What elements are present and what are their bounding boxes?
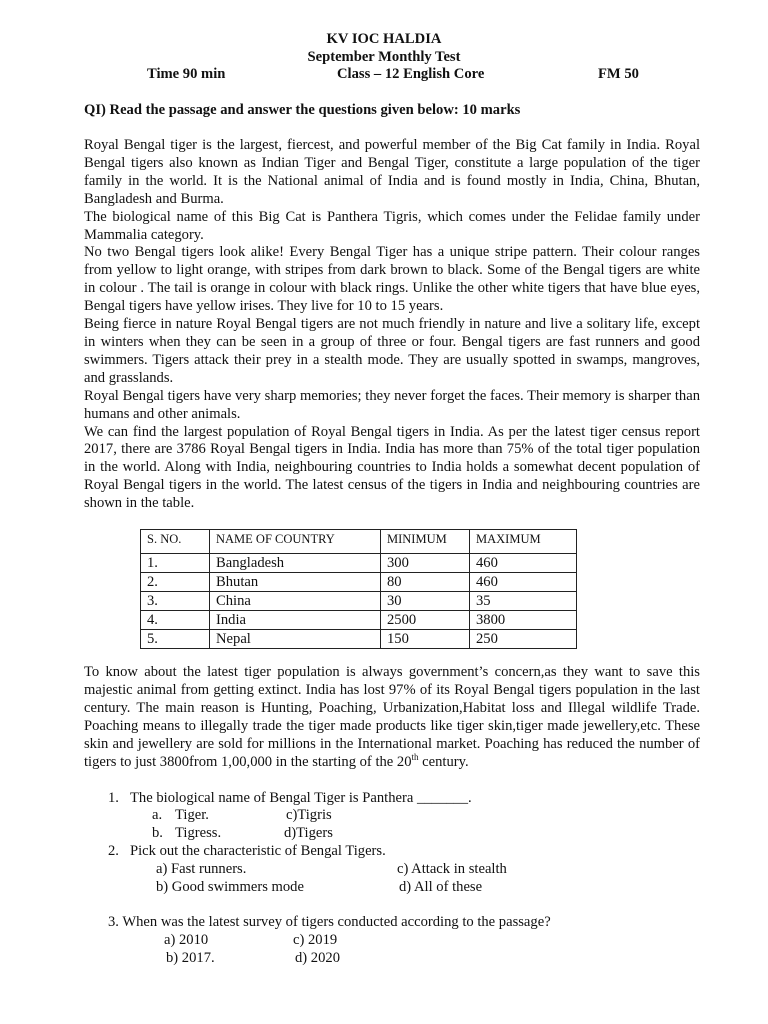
table-row [141,554,577,573]
table-cell: 3800 [470,611,577,630]
tiger-census-table [140,529,577,649]
time-label: Time 90 min [147,66,226,82]
table-cell: China [210,592,381,611]
question-2-option-d: d) All of these [399,879,483,895]
question-1-option-a: Tiger. [175,807,209,823]
table-cell: 460 [470,573,577,592]
passage-paragraph: The biological name of this Big Cat is Panthera Tigris, which comes under the Felidae family under Mammalia category. [84,208,700,243]
table-cell: 2500 [381,611,470,630]
passage-conservation-text [84,664,700,771]
table-cell: 30 [381,592,470,611]
question-1-option-b: Tigress. [175,825,222,841]
question-2-number: 2. [108,843,119,859]
question-3-option-d: d) 2020 [295,950,340,966]
question-3-option-a: a) 2010 [164,932,209,948]
question-heading: QI) Read the passage and answer the questions given below: 10 marks [84,102,521,118]
question-1-number: 1. [108,790,119,806]
passage [84,137,700,513]
table-cell: Bangladesh [210,554,381,573]
passage-paragraph: Royal Bengal tigers have very sharp memories; they never forget the faces. Their memory is sharper than humans and other animals. [84,387,700,422]
question-3-option-c: c) 2019 [293,932,338,948]
question-2-text: Pick out the characteristic of Bengal Tigers. [130,843,386,859]
table-header: S. NO. [141,530,210,554]
table-cell: 4. [141,611,210,630]
table-cell: Bhutan [210,573,381,592]
table-header: NAME OF COUNTRY [210,530,381,554]
table-cell: 35 [470,592,577,611]
class-label: Class – 12 English Core [337,66,485,82]
superscript-th: th [411,751,419,762]
table-cell: 2. [141,573,210,592]
table-cell: 150 [381,630,470,649]
question-1-option-b-letter: b. [152,825,163,841]
table-cell: 5. [141,630,210,649]
passage-paragraph: Royal Bengal tiger is the largest, fiercest, and powerful member of the Big Cat family in India. Royal Bengal tigers also known as Indian Tiger and Bengal Tiger, constitute a large population of the tiger family in the world. It is the National animal of India and is found mostly in India, China, Bhutan, Bangladesh and Burma. [84,137,700,207]
question-1-option-a-letter: a. [152,807,163,823]
table-cell: 300 [381,554,470,573]
question-1-option-d: d)Tigers [284,825,333,841]
question-1-option-c: c)Tigris [286,807,332,823]
question-2-option-a: a) Fast runners. [156,861,247,877]
table-cell: 460 [470,554,577,573]
question-2-option-b: b) Good swimmers mode [156,879,304,895]
marks-label: FM 50 [598,66,639,82]
passage-paragraph: We can find the largest population of Royal Bengal tigers in India. As per the latest tiger census report 2017, there are 3786 Royal Bengal tigers in India. India has more than 75% of the total tiger population in the world. Along with India, neighbouring countries to India holds a somewhat decent population of Royal Bengal tigers in the world. The latest census of the tigers in India and neighbouring countries are shown in the table. [84,423,700,512]
table-header-row [141,530,577,554]
passage-conservation-end: century. [418,753,469,770]
table-cell: 250 [470,630,577,649]
table-row [141,592,577,611]
table-cell: India [210,611,381,630]
table-cell: 80 [381,573,470,592]
question-3-option-b: b) 2017. [166,950,215,966]
table-row [141,573,577,592]
passage-conservation-body: To know about the latest tiger population is always government’s concern,as they want to save this majestic animal from getting extinct. India has lost 97% of its Royal Bengal tigers population in the last century. The main reason is Hunting, Poaching, Urbanization,Habitat loss and Illegal wildlife Trade. Poaching means to illegally trade the tiger made products like tiger skin,tiger made jewellery,etc. These skin and jewellery are sold for millions in the International market. Poaching has reduced the number of tigers to just 3800from 1,00,000 in the starting of the 20 [84,664,700,770]
table-header: MINIMUM [381,530,470,554]
table-row [141,630,577,649]
test-title: September Monthly Test [307,49,461,65]
table-cell: 1. [141,554,210,573]
table-header: MAXIMUM [470,530,577,554]
table-cell: Nepal [210,630,381,649]
table-row [141,611,577,630]
question-2-option-c: c) Attack in stealth [397,861,507,877]
question-3-text: 3. When was the latest survey of tigers conducted according to the passage? [108,914,551,930]
question-1-text: The biological name of Bengal Tiger is Panthera _______. [130,790,472,806]
school-name: KV IOC HALDIA [326,31,442,47]
passage-paragraph: Being fierce in nature Royal Bengal tigers are not much friendly in nature and live a solitary life, except in winters when they can be seen in a group of three or four. Bengal tigers are fast runners and good swimmers. Tigers attack their prey in a stealth mode. They are usually spotted in swamps, mangroves, and grasslands. [84,316,700,386]
table-cell: 3. [141,592,210,611]
passage-paragraph: No two Bengal tigers look alike! Every Bengal Tiger has a unique stripe pattern. Their colour ranges from yellow to light orange, with stripes from dark brown to black. Some of the Bengal tigers are white in colour . The tail is orange in colour with black rings. Unlike the other white tigers that have blue eyes, Bengal tigers have yellow irises. They live for 10 to 15 years. [84,244,700,315]
passage-conservation [84,664,700,771]
